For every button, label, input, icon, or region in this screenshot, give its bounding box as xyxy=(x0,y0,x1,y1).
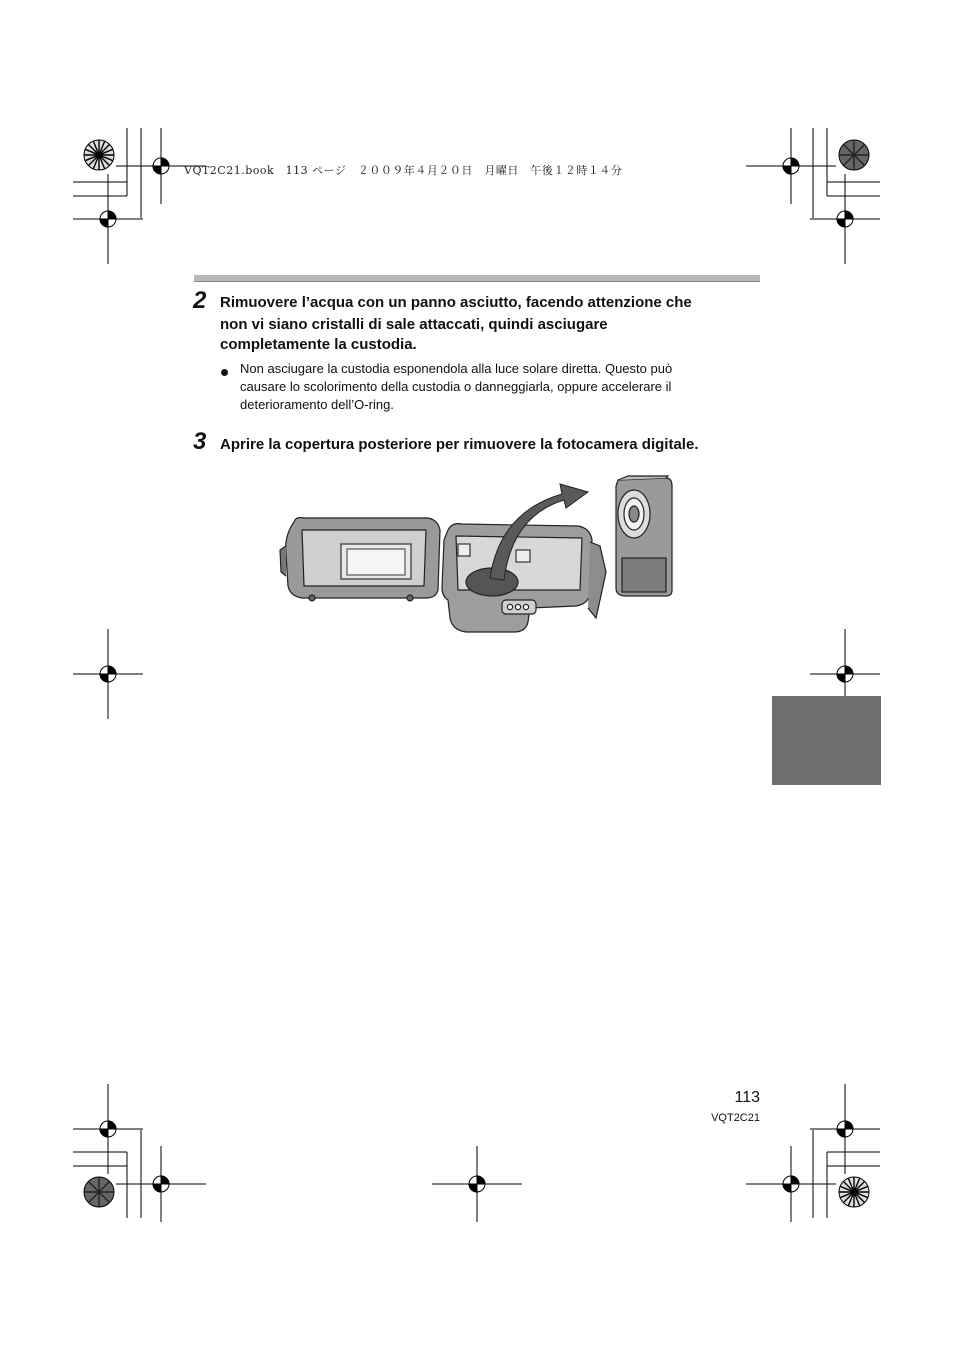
step-line: Rimuovere l’acqua con un panno asciutto, facendo attenzione che xyxy=(220,294,692,311)
case-main-body xyxy=(442,524,606,632)
step-number: 3 xyxy=(193,428,207,455)
crosshair-icon xyxy=(746,1146,836,1222)
note-line: causare lo scolorimento della custodia o danneggiarla, oppure accelerare il xyxy=(240,379,672,394)
starburst-icon xyxy=(84,1177,114,1207)
note-line: Non asciugare la custodia esponendola alla luce solare diretta. Questo può xyxy=(240,361,673,376)
step-line: non vi siano cristalli di sale attaccati, quindi asciugare xyxy=(220,316,608,333)
crosshair-icon xyxy=(116,1146,206,1222)
step-instruction xyxy=(220,434,698,456)
section-tab xyxy=(772,696,881,785)
crosshair-icon xyxy=(73,1084,143,1174)
crosshair-icon xyxy=(810,174,880,264)
print-header: VQT2C21.book 113 ページ ２００９年４月２０日 月曜日 午後１２時１４分 xyxy=(184,164,623,177)
crosshair-icon xyxy=(746,128,836,204)
note-line: deterioramento dell’O-ring. xyxy=(240,397,394,412)
note-text xyxy=(240,360,672,414)
crosshair-icon xyxy=(73,629,143,719)
camera-icon xyxy=(616,476,672,596)
page-number: 113 xyxy=(734,1089,760,1106)
starburst-icon xyxy=(84,140,114,170)
starburst-icon xyxy=(839,140,869,170)
step-line: Aprire la copertura posteriore per rimuovere la fotocamera digitale. xyxy=(220,436,699,453)
step-instruction xyxy=(220,292,692,356)
section-divider xyxy=(194,275,760,282)
case-illustration xyxy=(278,472,678,640)
starburst-icon xyxy=(839,1177,869,1207)
case-back-cover xyxy=(280,518,440,602)
bullet-icon xyxy=(221,369,228,376)
step-line: completamente la custodia. xyxy=(220,336,417,353)
crosshair-icon xyxy=(810,1084,880,1174)
crosshair-icon xyxy=(73,174,143,264)
model-code: VQT2C21 xyxy=(711,1112,760,1124)
crosshair-icon xyxy=(432,1146,522,1222)
step-number: 2 xyxy=(193,287,207,314)
